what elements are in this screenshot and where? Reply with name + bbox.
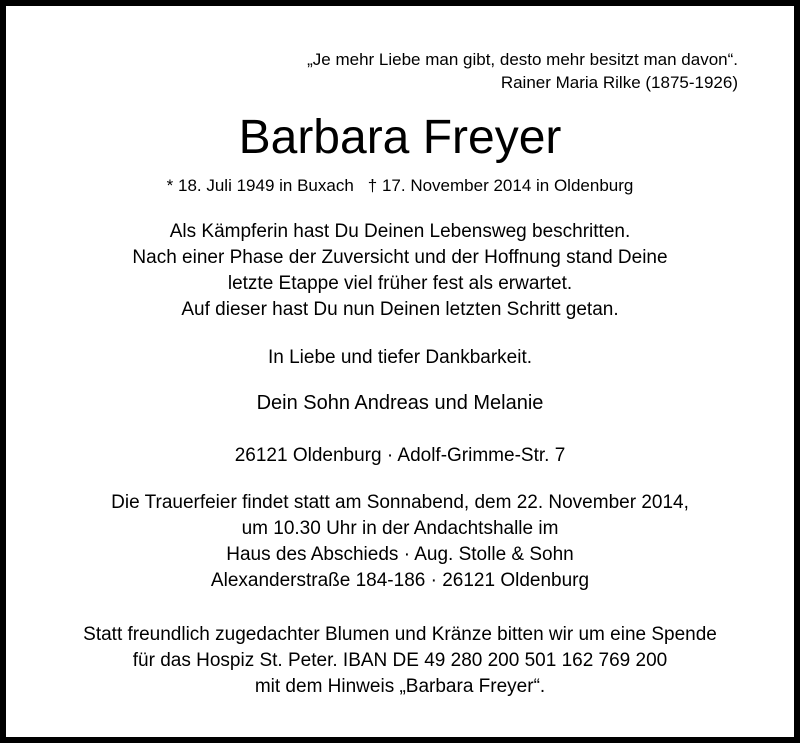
poem-line: Als Kämpferin hast Du Deinen Lebensweg beschritten. (169, 221, 631, 242)
donation-request (6, 622, 794, 700)
funeral-line: um 10.30 Uhr in der Andachtshalle im (241, 518, 559, 539)
birth-date: * 18. Juli 1949 in Buxach (166, 176, 354, 195)
poem-line: Auf dieser hast Du nun Deinen letzten Schritt getan. (181, 299, 619, 320)
funeral-details (6, 490, 794, 594)
funeral-line: Die Trauerfeier findet statt am Sonnabend, dem 22. November 2014, (111, 492, 689, 513)
funeral-line: Alexanderstraße 184-186 · 26121 Oldenburg (210, 570, 590, 591)
death-date: † 17. November 2014 in Oldenburg (367, 176, 634, 195)
closing-line: In Liebe und tiefer Dankbarkeit. (267, 347, 533, 368)
mourner-address: 26121 Oldenburg · Adolf-Grimme-Str. 7 (234, 445, 566, 466)
poem-line: letzte Etappe viel früher fest als erwartet. (227, 273, 573, 294)
memorial-poem (6, 219, 794, 323)
donation-line: Statt freundlich zugedachter Blumen und Kränze bitten wir um eine Spende (83, 624, 717, 645)
poem-line: Nach einer Phase der Zuversicht und der Hoffnung stand Deine (132, 247, 668, 268)
epigraph-author: Rainer Maria Rilke (1875-1926) (500, 73, 738, 92)
donation-line: für das Hospiz St. Peter. IBAN DE 49 280 200 501 162 769 200 (132, 650, 668, 671)
deceased-name: Barbara Freyer (238, 111, 562, 164)
life-dates (6, 175, 794, 197)
donation-line: mit dem Hinweis „Barbara Freyer“. (254, 676, 546, 697)
mourners: Dein Sohn Andreas und Melanie (256, 392, 544, 414)
funeral-line: Haus des Abschieds · Aug. Stolle & Sohn (226, 544, 574, 565)
epigraph (307, 48, 738, 94)
epigraph-text: „Je mehr Liebe man gibt, desto mehr besitzt man davon“. (307, 50, 738, 69)
